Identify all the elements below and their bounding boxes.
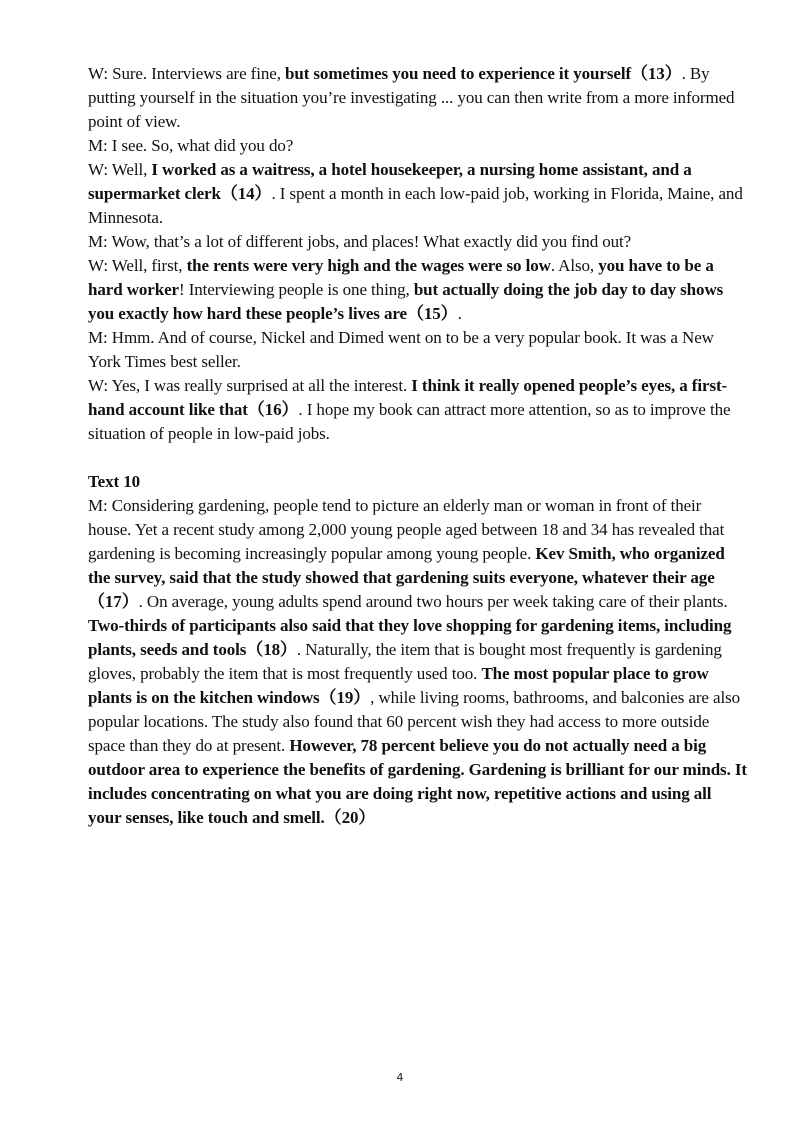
text10-paragraph [88, 494, 748, 830]
text-segment: , while living rooms, bathrooms, and balconies are also popular locations. The study also found that 60 percent wish they had access to more outside space than they do at present. [88, 688, 740, 755]
dialogue-line [88, 326, 748, 374]
text-segment: Well, [107, 160, 152, 179]
speaker-label: W: [88, 256, 108, 275]
bold-answer-text: the rents were very high and the wages were so low [186, 256, 551, 275]
dialogue-line [88, 374, 748, 446]
dialogue-line [88, 158, 748, 230]
bold-answer-text: I think it really opened people’s eyes, a first-hand account like that（16） [88, 376, 728, 419]
section-heading: Text 10 [88, 472, 141, 491]
text-segment: . [457, 304, 462, 323]
speaker-label: W: [88, 64, 108, 83]
text-segment: Considering gardening, people tend to picture an elderly man or woman in front of their house. Yet a recent study among 2,000 young people aged between 18 and 34 has revealed that gardening is becoming increasingly popular among young people. [88, 496, 725, 563]
text-segment: Wow, that’s a lot of different jobs, and places! What exactly did you find out? [107, 232, 632, 251]
bold-answer-text: you have to be a hard worker [88, 256, 714, 299]
text-segment: ! Interviewing people is one thing, [178, 280, 414, 299]
bold-answer-text: However, 78 percent believe you do not actually need a big outdoor area to experience the benefits of gardening. Gardening is brilliant for our minds. It includes concentrating on what you are doing right now, repetitive actions and using all your senses, like touch and smell.（20） [88, 736, 747, 827]
bold-answer-text: but actually doing the job day to day shows you exactly how hard these people’s lives are（15） [88, 280, 724, 323]
document-page [88, 62, 748, 830]
text-segment: . On average, young adults spend around two hours per week taking care of their plants. [138, 592, 728, 611]
bold-answer-text: Kev Smith, who organized the survey, said that the study showed that gardening suits everyone, whatever their age（17） [88, 544, 725, 611]
text-segment: . I hope my book can attract more attention, so as to improve the situation of people in low-paid jobs. [88, 400, 731, 443]
bold-answer-text: Two-thirds of participants also said that they love shopping for gardening items, including plants, seeds and tools（18） [88, 616, 732, 659]
text-segment: I see. So, what did you do? [107, 136, 294, 155]
section-gap [88, 446, 748, 470]
text-segment: Hmm. And of course, Nickel and Dimed went on to be a very popular book. It was a New York Times best seller. [88, 328, 714, 371]
text-segment: Yes, I was really surprised at all the interest. [107, 376, 412, 395]
dialogue-line [88, 254, 748, 326]
text-segment: . I spent a month in each low-paid job, working in Florida, Maine, and Minnesota. [88, 184, 743, 227]
speaker-label: M: [88, 496, 108, 515]
speaker-label: W: [88, 376, 108, 395]
text-segment: . Naturally, the item that is bought most frequently is gardening gloves, probably the item that is most frequently used too. [88, 640, 722, 683]
bold-answer-text: The most popular place to grow plants is on the kitchen windows（19） [88, 664, 709, 707]
bold-answer-text: I worked as a waitress, a hotel housekeeper, a nursing home assistant, and a supermarket clerk（14） [88, 160, 692, 203]
text-segment: . By putting yourself in the situation you’re investigating ... you can then write from a more informed point of view. [88, 64, 735, 131]
speaker-label: M: [88, 136, 108, 155]
page-number: 4 [396, 1071, 404, 1084]
dialogue-line [88, 62, 748, 134]
dialogue-section [88, 62, 748, 446]
speaker-label: M: [88, 232, 108, 251]
speaker-label: M: [88, 328, 108, 347]
speaker-label: W: [88, 160, 108, 179]
text-segment: . Also, [550, 256, 599, 275]
bold-answer-text: but sometimes you need to experience it yourself（13） [285, 64, 682, 83]
dialogue-line [88, 134, 748, 158]
dialogue-line [88, 230, 748, 254]
text-segment: Well, first, [107, 256, 187, 275]
text-segment: Sure. Interviews are fine, [107, 64, 285, 83]
